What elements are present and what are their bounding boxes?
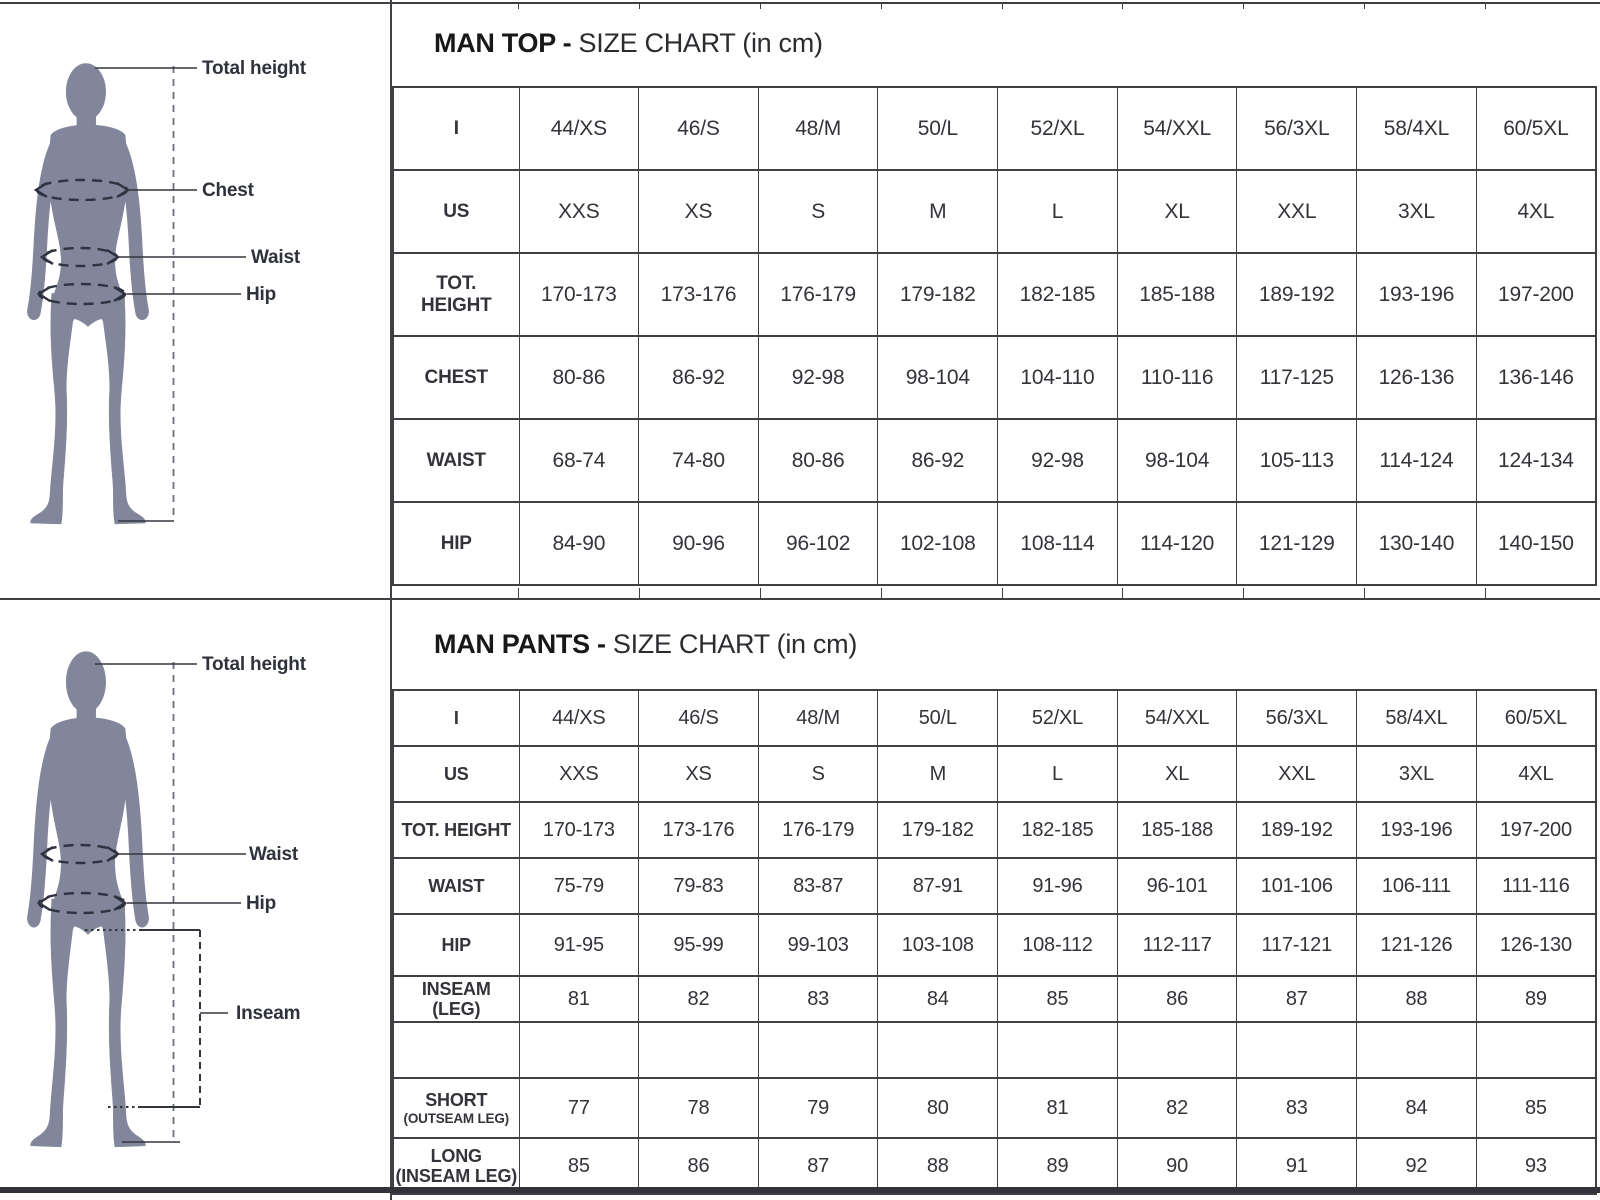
man-top-size-table	[392, 86, 1597, 586]
value-cell: 130-140	[1357, 502, 1477, 585]
col-header-cell: 60/5XL	[1476, 87, 1596, 170]
value-cell: M	[878, 170, 998, 253]
value-cell: 82	[639, 976, 759, 1022]
value-cell: 117-121	[1237, 914, 1357, 976]
value-cell: 98-104	[878, 336, 998, 419]
value-cell: 99-103	[758, 914, 878, 976]
man-top-section	[392, 0, 1597, 598]
value-cell: 82	[1117, 1078, 1237, 1138]
value-cell: 88	[1357, 976, 1477, 1022]
row-label-cell	[393, 1022, 519, 1078]
man-pants-title-rest: SIZE CHART (in cm)	[612, 629, 858, 659]
col-header-cell: 48/M	[758, 87, 878, 170]
value-cell: 92	[1357, 1138, 1477, 1194]
value-cell: 80	[878, 1078, 998, 1138]
row-label-cell: TOT. HEIGHT	[393, 802, 519, 858]
value-cell: 85	[998, 976, 1118, 1022]
value-cell: 170-173	[519, 802, 639, 858]
col-header-cell: 58/4XL	[1357, 87, 1477, 170]
value-cell: 86	[1117, 976, 1237, 1022]
value-cell: 83	[758, 976, 878, 1022]
value-cell: 87	[758, 1138, 878, 1194]
man-pants-title-bold: MAN PANTS -	[434, 629, 613, 659]
figure-label-hip: Hip	[246, 893, 277, 914]
col-header-cell: 52/XL	[998, 690, 1118, 746]
row-label-cell: WAIST	[393, 419, 519, 502]
value-cell: 112-117	[1117, 914, 1237, 976]
value-cell: XXL	[1237, 746, 1357, 802]
value-cell: 121-126	[1357, 914, 1477, 976]
value-cell: 91-96	[998, 858, 1118, 914]
value-cell	[1357, 1022, 1477, 1078]
value-cell: 105-113	[1237, 419, 1357, 502]
col-header-cell: 56/3XL	[1237, 87, 1357, 170]
row-label-cell: INSEAM (LEG)	[393, 976, 519, 1022]
value-cell: 108-112	[998, 914, 1118, 976]
value-cell: 84	[1357, 1078, 1477, 1138]
value-cell: 86	[639, 1138, 759, 1194]
value-cell: 102-108	[878, 502, 998, 585]
value-cell: 90	[1117, 1138, 1237, 1194]
value-cell: 77	[519, 1078, 639, 1138]
col-header-cell: 44/XS	[519, 690, 639, 746]
man-pants-title	[392, 600, 1597, 689]
value-cell: 80-86	[519, 336, 639, 419]
value-cell: 182-185	[998, 802, 1118, 858]
row-label-cell: HIP	[393, 914, 519, 976]
value-cell: 140-150	[1476, 502, 1596, 585]
col-header-cell: 60/5XL	[1476, 690, 1596, 746]
col-header-cell: 54/XXL	[1117, 87, 1237, 170]
col-header-cell: 46/S	[639, 690, 759, 746]
value-cell: 189-192	[1237, 253, 1357, 336]
value-cell: 92-98	[998, 419, 1118, 502]
value-cell: 121-129	[1237, 502, 1357, 585]
row-label-cell: WAIST	[393, 858, 519, 914]
figure-label-chest: Chest	[202, 180, 254, 201]
value-cell: 83-87	[758, 858, 878, 914]
value-cell: 84	[878, 976, 998, 1022]
value-cell: 114-120	[1117, 502, 1237, 585]
value-cell: XL	[1117, 746, 1237, 802]
value-cell	[1476, 1022, 1596, 1078]
value-cell: XXS	[519, 170, 639, 253]
table-row	[393, 87, 1596, 170]
table-row	[393, 976, 1596, 1022]
value-cell: 88	[878, 1138, 998, 1194]
value-cell: 95-99	[639, 914, 759, 976]
figure-label-total-height: Total height	[202, 58, 306, 79]
value-cell: 185-188	[1117, 253, 1237, 336]
table-row	[393, 253, 1596, 336]
value-cell: 91-95	[519, 914, 639, 976]
value-cell: XS	[639, 746, 759, 802]
row-label-cell: TOT. HEIGHT	[393, 253, 519, 336]
value-cell: L	[998, 746, 1118, 802]
value-cell: 79	[758, 1078, 878, 1138]
value-cell: 114-124	[1357, 419, 1477, 502]
man-pants-section	[392, 600, 1597, 1192]
value-cell: 93	[1476, 1138, 1596, 1194]
value-cell: 179-182	[878, 802, 998, 858]
col-header-cell: 44/XS	[519, 87, 639, 170]
value-cell: 126-136	[1357, 336, 1477, 419]
value-cell: 75-79	[519, 858, 639, 914]
value-cell: 4XL	[1476, 170, 1596, 253]
figure-label-inseam: Inseam	[236, 1003, 301, 1024]
table-row	[393, 1078, 1596, 1138]
value-cell: M	[878, 746, 998, 802]
value-cell: 179-182	[878, 253, 998, 336]
table-row	[393, 419, 1596, 502]
man-pants-body-diagram	[0, 598, 390, 1192]
col-header-cell: 58/4XL	[1357, 690, 1477, 746]
value-cell: 90-96	[639, 502, 759, 585]
man-top-title-rest: SIZE CHART (in cm)	[578, 27, 823, 58]
value-cell: 87	[1237, 976, 1357, 1022]
col-header-cell: 50/L	[878, 690, 998, 746]
man-pants-figure-panel	[0, 598, 390, 1192]
value-cell: 3XL	[1357, 746, 1477, 802]
bottom-rule	[0, 1187, 1600, 1193]
value-cell: 176-179	[758, 802, 878, 858]
value-cell	[758, 1022, 878, 1078]
row-label-cell: LONG (INSEAM LEG)	[393, 1138, 519, 1194]
value-cell: L	[998, 170, 1118, 253]
value-cell: 80-86	[758, 419, 878, 502]
value-cell: 170-173	[519, 253, 639, 336]
value-cell: 81	[998, 1078, 1118, 1138]
value-cell: 104-110	[998, 336, 1118, 419]
col-header-cell: I	[393, 690, 519, 746]
value-cell: 84-90	[519, 502, 639, 585]
figure-label-waist: Waist	[251, 247, 300, 268]
value-cell	[639, 1022, 759, 1078]
man-pants-size-table	[392, 689, 1597, 1195]
value-cell: 197-200	[1476, 253, 1596, 336]
value-cell: 89	[1476, 976, 1596, 1022]
value-cell: 193-196	[1357, 802, 1477, 858]
table-row	[393, 690, 1596, 746]
value-cell: 74-80	[639, 419, 759, 502]
figure-label-total-height: Total height	[202, 654, 306, 675]
value-cell	[878, 1022, 998, 1078]
value-cell: 110-116	[1117, 336, 1237, 419]
value-cell: 92-98	[758, 336, 878, 419]
table-row	[393, 802, 1596, 858]
col-header-cell: 46/S	[639, 87, 759, 170]
value-cell: 193-196	[1357, 253, 1477, 336]
value-cell: 173-176	[639, 253, 759, 336]
col-header-cell: 56/3XL	[1237, 690, 1357, 746]
value-cell: 173-176	[639, 802, 759, 858]
value-cell: XXL	[1237, 170, 1357, 253]
row-label-cell: SHORT (OUTSEAM LEG)	[393, 1078, 519, 1138]
table-row	[393, 1138, 1596, 1194]
table-row	[393, 858, 1596, 914]
table-row	[393, 914, 1596, 976]
row-label-cell: HIP	[393, 502, 519, 585]
value-cell: 103-108	[878, 914, 998, 976]
value-cell: 87-91	[878, 858, 998, 914]
value-cell: 101-106	[1237, 858, 1357, 914]
top-rule	[0, 2, 1600, 4]
value-cell: S	[758, 170, 878, 253]
vertical-divider-rule	[390, 0, 392, 1200]
row-label-cell: US	[393, 170, 519, 253]
value-cell: 106-111	[1357, 858, 1477, 914]
value-cell: 79-83	[639, 858, 759, 914]
value-cell: 182-185	[998, 253, 1118, 336]
value-cell: XL	[1117, 170, 1237, 253]
figure-label-waist: Waist	[249, 844, 298, 865]
value-cell: 3XL	[1357, 170, 1477, 253]
value-cell: 85	[1476, 1078, 1596, 1138]
man-top-figure-panel	[0, 0, 390, 598]
value-cell: 124-134	[1476, 419, 1596, 502]
value-cell: 96-102	[758, 502, 878, 585]
value-cell	[1237, 1022, 1357, 1078]
value-cell: 185-188	[1117, 802, 1237, 858]
value-cell: 176-179	[758, 253, 878, 336]
value-cell: 197-200	[1476, 802, 1596, 858]
section-divider-rule	[0, 598, 1600, 600]
value-cell: 83	[1237, 1078, 1357, 1138]
row-label-cell: CHEST	[393, 336, 519, 419]
value-cell: 81	[519, 976, 639, 1022]
figure-label-hip: Hip	[246, 284, 277, 305]
value-cell: XXS	[519, 746, 639, 802]
value-cell: 111-116	[1476, 858, 1596, 914]
value-cell: 85	[519, 1138, 639, 1194]
table-row	[393, 336, 1596, 419]
table-row	[393, 170, 1596, 253]
value-cell: 68-74	[519, 419, 639, 502]
value-cell: XS	[639, 170, 759, 253]
empty-row	[393, 1022, 1596, 1078]
col-header-cell: 52/XL	[998, 87, 1118, 170]
man-top-title	[392, 0, 1597, 86]
col-header-cell: I	[393, 87, 519, 170]
col-header-cell: 54/XXL	[1117, 690, 1237, 746]
value-cell	[998, 1022, 1118, 1078]
value-cell: 108-114	[998, 502, 1118, 585]
value-cell: 126-130	[1476, 914, 1596, 976]
value-cell: 4XL	[1476, 746, 1596, 802]
value-cell: 189-192	[1237, 802, 1357, 858]
value-cell: 89	[998, 1138, 1118, 1194]
col-header-cell: 50/L	[878, 87, 998, 170]
value-cell: 86-92	[639, 336, 759, 419]
row-label-cell: US	[393, 746, 519, 802]
value-cell: 96-101	[1117, 858, 1237, 914]
value-cell	[1117, 1022, 1237, 1078]
man-top-body-diagram	[0, 0, 390, 598]
value-cell: 98-104	[1117, 419, 1237, 502]
value-cell: S	[758, 746, 878, 802]
value-cell: 136-146	[1476, 336, 1596, 419]
value-cell: 117-125	[1237, 336, 1357, 419]
man-top-title-bold: MAN TOP -	[434, 27, 579, 58]
value-cell	[519, 1022, 639, 1078]
value-cell: 91	[1237, 1138, 1357, 1194]
table-row	[393, 746, 1596, 802]
value-cell: 78	[639, 1078, 759, 1138]
value-cell: 86-92	[878, 419, 998, 502]
col-header-cell: 48/M	[758, 690, 878, 746]
table-row	[393, 502, 1596, 585]
